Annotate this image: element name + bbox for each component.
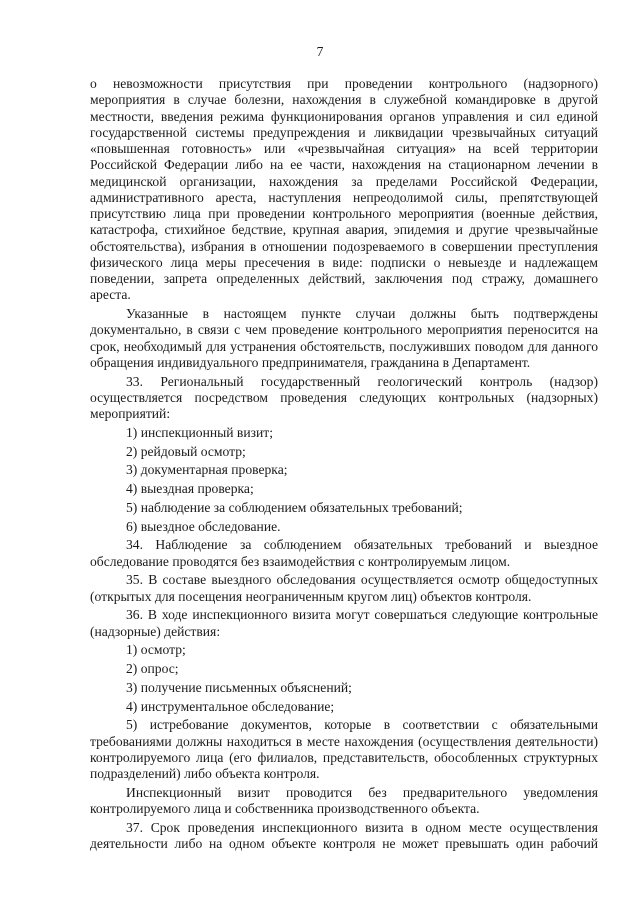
list-item: 1) инспекционный визит;	[126, 424, 273, 440]
paragraph-confirmation: Указанные в настоящем пункте случаи должны быть подтверждены документально, в связи с чем проведение контрольного мероприятия переносится на срок, необходимый для устранения обстоятельств, послуживших поводом для данного обращения индивидуального предпринимателя, гражданина в Департамент.	[90, 306, 598, 370]
list-item: 5) наблюдение за соблюдением обязательных требований;	[126, 499, 463, 515]
paragraph-35: 35. В составе выездного обследования осуществляется осмотр общедоступных (открытых для посещения неограниченным кругом лиц) объектов контроля.	[90, 572, 598, 604]
paragraph-37: 37. Срок проведения инспекционного визита в одном месте осуществления деятельности либо на одном объекте контроля не может превышать один рабочий	[90, 819, 598, 851]
list-item: 2) опрос;	[126, 661, 179, 676]
list-item: 2) рейдовый осмотр;	[126, 443, 246, 459]
list-item: 4) инструментальное обследование;	[126, 698, 335, 714]
list-item: 6) выездное обследование.	[126, 518, 281, 534]
list-item: 3) получение письменных объяснений;	[126, 679, 352, 695]
list-item: 3) документарная проверка;	[126, 462, 288, 478]
list-item: 5) истребование документов, которые в соответствии с обязательными требованиями должны находиться в месте нахождения (осуществления деятельности) контролируемого лица (его филиалов, представительств, обособленных структурных подразделений) либо объекта контроля.	[90, 717, 598, 781]
list-item: 1) осмотр;	[126, 642, 186, 658]
paragraph-33: 33. Региональный государственный геологический контроль (надзор) осуществляется посредством проведения следующих контрольных (надзорных) мероприятий:	[90, 373, 598, 421]
paragraph-inspection-visit: Инспекционный визит проводится без предварительного уведомления контролируемого лица и собственника производственного объекта.	[90, 784, 598, 816]
document-body	[90, 76, 598, 852]
page-number: 7	[316, 44, 324, 59]
paragraph-continuation: о невозможности присутствия при проведении контрольного (надзорного) мероприятия в случае болезни, нахождения в служебной командировке в другой местности, введения режима функционирования органов управления и сил единой государственной системы предупреждения и ликвидации чрезвычайных ситуаций «повышенная готовность» или «чрезвычайная ситуация» на всей территории Российской Федерации либо на ее части, нахождения на стационарном лечении в медицинской организации, нахождения за пределами Российской Федерации, административного ареста, наступления непреодолимой силы, препятствующей присутствию лица при проведении контрольного мероприятия (военные действия, катастрофа, стихийное бедствие, крупная авария, эпидемия и другие чрезвычайные обстоятельства), избрания в отношении подозреваемого в совершении преступления физического лица меры пресечения в виде: подписки о невыезде и надлежащем поведении, запрета определенных действий, заключения под стражу, домашнего ареста.	[90, 76, 598, 303]
paragraph-34: 34. Наблюдение за соблюдением обязательных требований и выездное обследование проводятся без взаимодействия с контролируемым лицом.	[90, 537, 598, 569]
list-item: 4) выездная проверка;	[126, 481, 254, 496]
paragraph-36: 36. В ходе инспекционного визита могут совершаться следующие контрольные (надзорные) действия:	[90, 607, 598, 639]
